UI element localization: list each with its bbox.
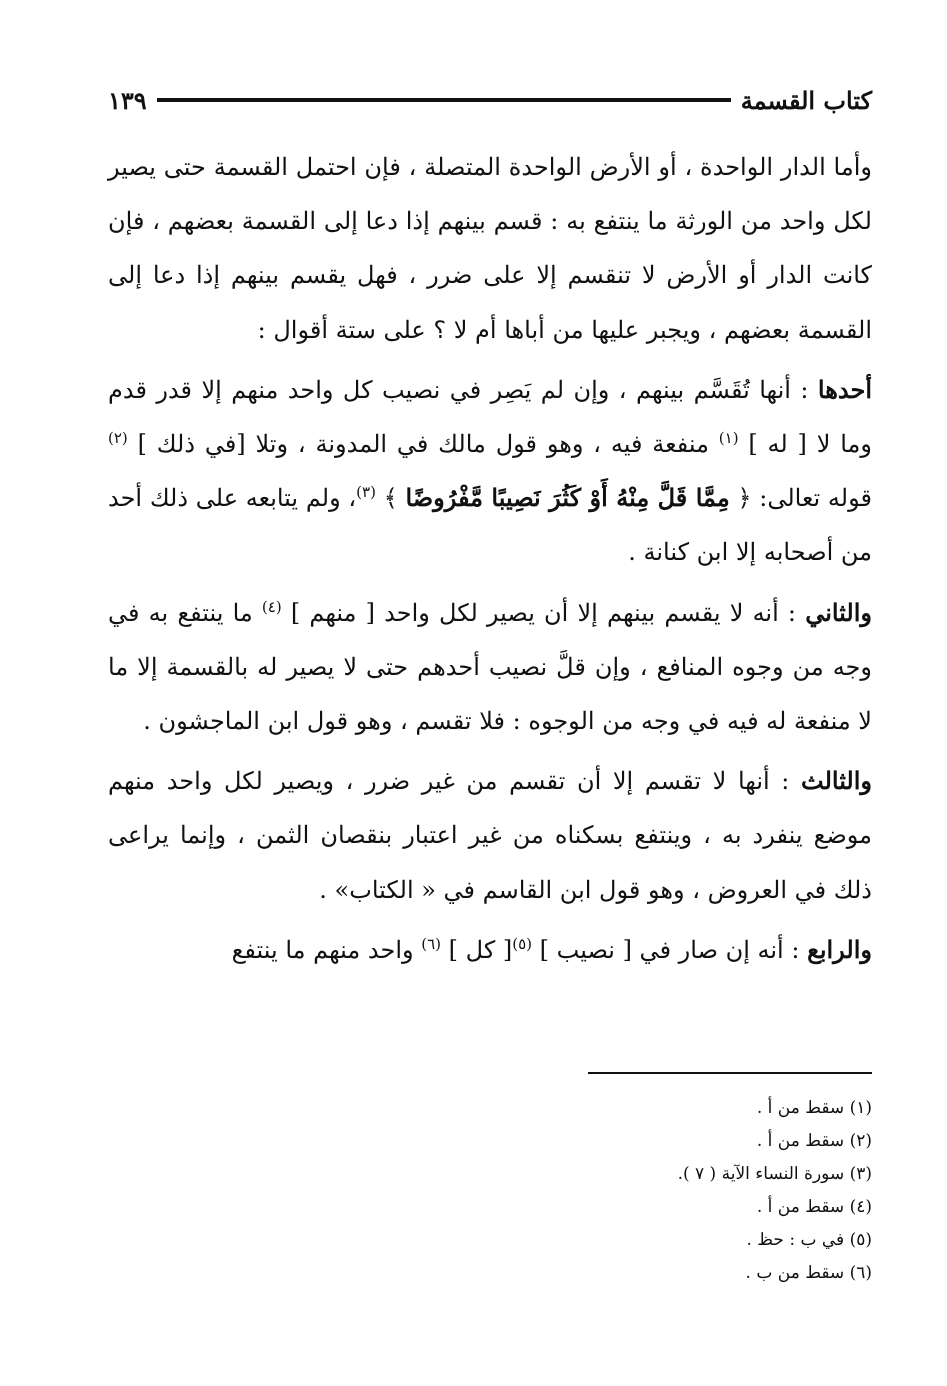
paragraph-lead: والثالث [801, 766, 873, 796]
paragraph-third-opinion [108, 754, 872, 917]
paragraph-lead: أحدها [817, 374, 872, 404]
paragraph-lead: والثاني [805, 597, 872, 627]
paragraph-text: ، ولم يتابعه على ذلك أحد من أصحابه إلا ابن كنانة . [108, 484, 872, 567]
footnote-ref: (٣) [356, 483, 376, 502]
paragraph-text: ﴾ [375, 484, 406, 513]
footnote-ref: (٢) [108, 429, 128, 448]
paragraph-second-opinion [108, 586, 872, 749]
footnote: (٥) في ب : حظ . [746, 1230, 872, 1250]
paragraph-fourth-opinion [108, 923, 872, 977]
paragraph-text: قوله تعالى: ﴿ [729, 484, 872, 513]
paragraph-intro [108, 140, 872, 357]
page-number: ١٣٩ [108, 85, 147, 115]
footnote-ref: (٤) [261, 597, 282, 616]
footnote-ref: (٦) [421, 934, 442, 953]
paragraph-text: وأما الدار الواحدة ، أو الأرض الواحدة المتصلة ، فإن احتمل القسمة حتى يصير لكل واحد من الورثة ما ينتفع به : قسم بينهم إذا دعا إلى القسمة بعضهم ، فإن كانت الدار أو الأرض لا تنقسم إلا على ضرر ، فهل يقسم بينهم إذا دعا إلى القسمة بعضهم ، ويجبر عليها من أباها أم لا ؟ على ستة أقوال : [108, 153, 872, 344]
paragraph-text: واحد منهم ما ينتفع [231, 935, 422, 964]
main-text [108, 140, 872, 977]
quran-verse: مِمَّا قَلَّ مِنْهُ أَوْ كَثُرَ نَصِيبًا مَّفْرُوضًا [405, 483, 730, 513]
paragraph-text: : أنها لا تقسم إلا أن تقسم من غير ضرر ، ويصير لكل واحد منهم موضع ينفرد به ، وينتفع بسكناه من غير اعتبار بنقصان الثمن ، وإنما يراعى ذلك في العروض ، وهو قول ابن القاسم في « الكتاب» . [108, 767, 872, 904]
paragraph-text: منفعة فيه ، وهو قول مالك في المدونة ، وتلا [في ذلك ] [127, 430, 719, 459]
paragraph-text: : أنه إن صار في [ نصيب ] [532, 935, 808, 964]
footnote: (٣) سورة النساء الآية ( ٧ ). [677, 1164, 872, 1184]
footnote: (٦) سقط من ب . [745, 1263, 872, 1283]
paragraph-text: : أنها تُقَسَّم بينهم ، وإن لم يَصِر في نصيب كل واحد منهم إلا قدر قدم وما لا [ له ] [108, 375, 872, 459]
running-header [108, 80, 872, 120]
footnote: (٢) سقط من أ . [756, 1131, 872, 1151]
paragraph-text: ما ينتفع به في وجه من وجوه المنافع ، وإن قلَّ نصيب أحدهم حتى لا يصير له بالقسمة إلا ما لا منفعة له فيه في وجه من الوجوه : فلا تقسم ، وهو قول ابن الماجشون . [108, 598, 872, 736]
footnote-separator [588, 1072, 872, 1074]
paragraph-lead: والرابع [807, 934, 872, 964]
paragraph-text: : أنه لا يقسم بينهم إلا أن يصير لكل واحد [ منهم ] [281, 598, 806, 627]
footnote: (٤) سقط من أ . [756, 1197, 872, 1217]
footnote-ref: (١) [718, 429, 739, 448]
footnote-ref: (٥) [512, 934, 533, 953]
paragraph-first-opinion [108, 363, 872, 580]
paragraph-text: [ كل ] [441, 935, 513, 964]
chapter-title: كتاب القسمة [740, 85, 872, 115]
footnotes-list [540, 1092, 872, 1290]
header-rule [157, 98, 731, 102]
footnote: (١) سقط من أ . [756, 1098, 872, 1118]
